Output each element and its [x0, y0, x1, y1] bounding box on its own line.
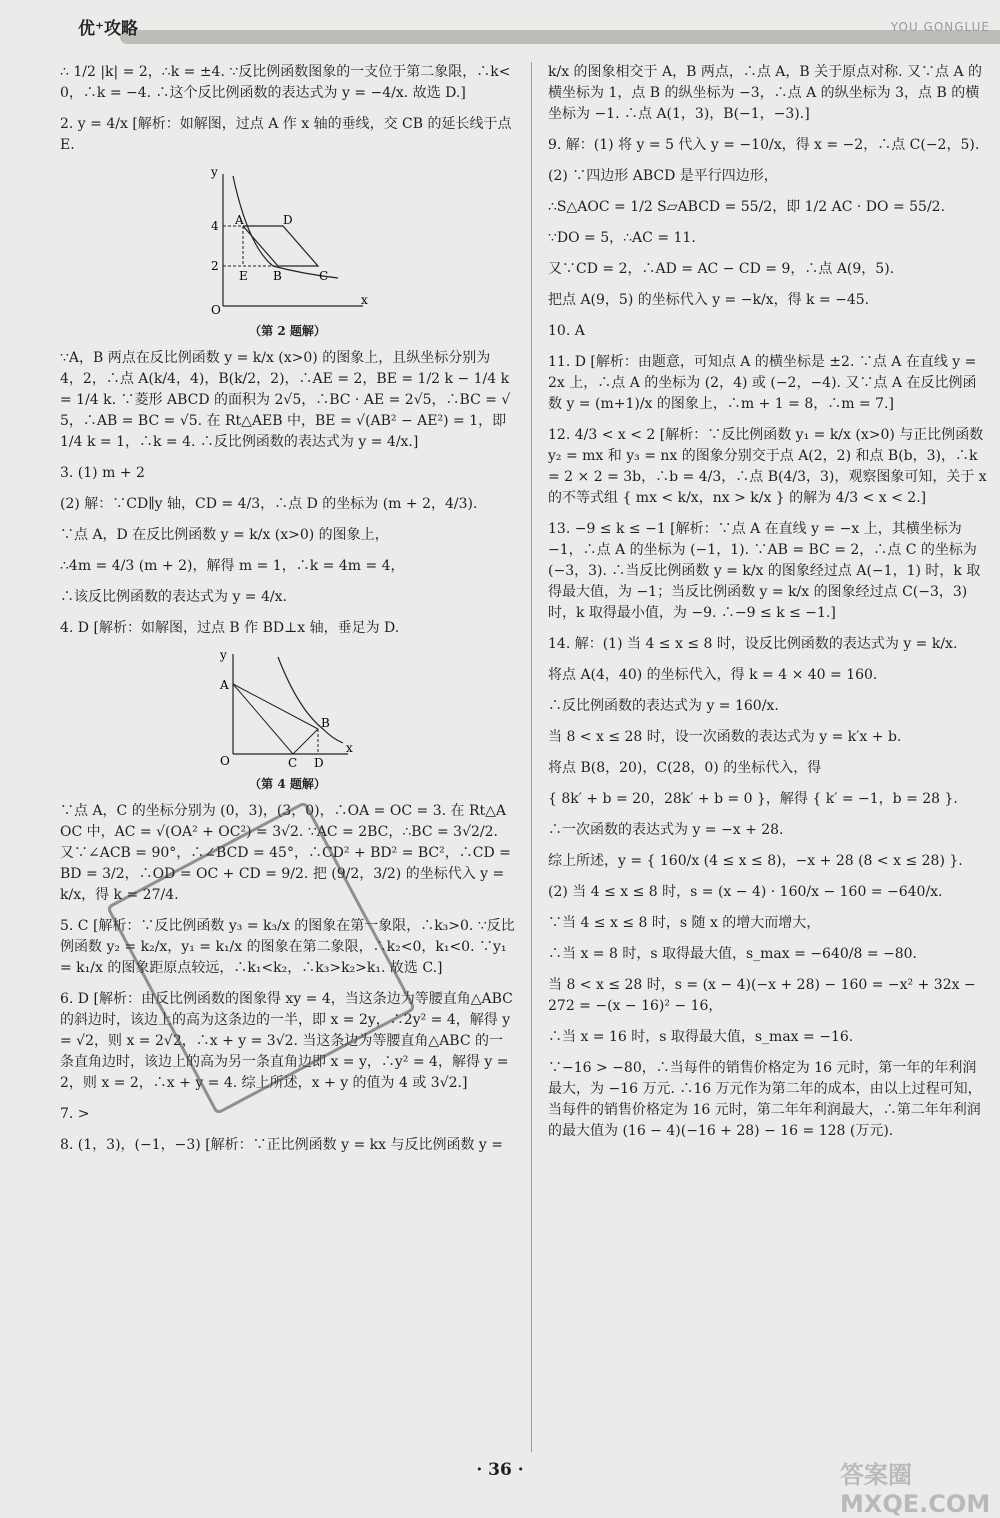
answer-paragraph: 又∵CD = 2，∴AD = AC − CD = 9，∴点 A(9，5).	[548, 261, 895, 277]
answer-paragraph: ∵A，B 两点在反比例函数 y = k/x (x>0) 的图象上，且纵坐标分别为 4，2，∴点 A(k/4，4)，B(k/2，2)，∴AE = 2，BE = 1/2 k − 1/4 k = 1/4 k. ∵菱形 ABCD 的面积为 2√5，∴BC · AE = 2√5，∴BC = √5，∴AB = BC = √5. 在 Rt△AEB 中，BE = √(AB² − AE²) = 1，即 1/4 k = 1，∴k = 4. ∴反比例函数的表达式为 y = 4/x.]	[60, 350, 511, 450]
answer-paragraph: ∵当 4 ≤ x ≤ 8 时，s 随 x 的增大而增大，	[548, 915, 821, 931]
answer-paragraph: 2. y = 4/x [解析：如解图，过点 A 作 x 轴的垂线，交 CB 的延长线于点 E.	[60, 116, 512, 153]
header-subtitle: YOU GONGLUE	[890, 20, 990, 34]
fig2-label: 2	[210, 259, 219, 273]
answer-paragraph: 7. >	[60, 1106, 90, 1122]
answer-paragraph: ∵−16 > −80，∴当每件的销售价格定为 16 元时，第一年的年利润最大，为 −16 万元. ∴16 万元作为第二年的成本，由以上过程可知，当每件的销售价格定为 16 元时，第二年年利润最大，∴第二年年利润的最大值为 (16 − 4)(−16 + 28) − 16 = 128 (万元).	[548, 1060, 982, 1139]
answer-paragraph: 4. D [解析：如解图，过点 B 作 BD⊥x 轴，垂足为 D.	[60, 620, 400, 636]
fig4-label: y	[219, 649, 227, 662]
answer-paragraph: (2) ∵四边形 ABCD 是平行四边形，	[548, 168, 778, 184]
answer-paragraph: ∵点 A，D 在反比例函数 y = k/x (x>0) 的图象上，	[60, 527, 389, 543]
answer-paragraph: ∴反比例函数的表达式为 y = 160/x.	[548, 698, 779, 714]
answer-paragraph: ∴S△AOC = 1/2 S▱ABCD = 55/2，即 1/2 AC · DO = 55/2.	[548, 199, 946, 215]
fig2-label: x	[360, 293, 368, 307]
answer-paragraph: 把点 A(9，5) 的坐标代入 y = −k/x，得 k = −45.	[548, 292, 870, 308]
answer-paragraph: ∵点 A，C 的坐标分别为 (0，3)，(3，0)，∴OA = OC = 3. 在 Rt△AOC 中，AC = √(OA² + OC²) = 3√2. ∵AC = 2BC，∴BC = 3√2/2. 又∵∠ACB = 90°，∴∠BCD = 45°，∴CD² + BD² = BC²，∴CD = BD = 3/2，∴OD = OC + CD = 9/2. 把 (9/2，3/2) 的坐标代入 y = k/x，得 k = 27/4.	[60, 803, 511, 903]
answer-paragraph: 12. 4/3 < x < 2 [解析：∵反比例函数 y₁ = k/x (x>0) 与正比例函数 y₂ = mx 和 y₃ = nx 的图象分别交于点 A(2，2) 和点 B(b，3)，∴k = 2 × 2 = 3b，∴b = 4/3，∴点 B(4/3，3)，观察图象可知，关于 x 的不等式组 { mx < k/x，nx > k/x } 的解为 4/3 < x < 2.]	[548, 427, 987, 506]
answer-paragraph: (2) 解：∵CD∥y 轴，CD = 4/3，∴点 D 的坐标为 (m + 2，4/3).	[60, 496, 478, 512]
right-column	[548, 62, 988, 1152]
answer-paragraph: 将点 A(4，40) 的坐标代入，得 k = 4 × 40 = 160.	[548, 667, 878, 683]
answer-paragraph: 6. D [解析：由反比例函数的图象得 xy = 4，当这条边为等腰直角△ABC 的斜边时，该边上的高为这条边的一半，即 x = 2y，∴2y² = 4，解得 y = √2，则 x = 2√2，∴x + y = 3√2. 当这条边为等腰直角△ABC 的一条直角边时，该边上的高为另一条直角边即 x = y，∴y² = 4，解得 y = 2，则 x = 2，∴x + y = 4. 综上所述，x + y 的值为 4 或 3√2.]	[60, 991, 513, 1091]
answer-paragraph: 11. D [解析：由题意，可知点 A 的横坐标是 ±2. ∵点 A 在直线 y = 2x 上，∴点 A 的坐标为 (2，4) 或 (−2，−4). 又∵点 A 在反比例函数 y = (m+1)/x 的图象上，∴m + 1 = 8，∴m = 7.]	[548, 354, 977, 412]
figure-caption: （第 2 题解）	[249, 324, 326, 338]
fig2-label: B	[272, 269, 282, 283]
figure-q4-diagram	[218, 649, 358, 769]
answer-paragraph: ∴ 1/2 |k| = 2，∴k = ±4. ∵反比例函数图象的一支位于第二象限，∴k<0，∴k = −4. ∴这个反比例函数的表达式为 y = −4/x. 故选 D.]	[60, 64, 511, 101]
fig2-label: O	[210, 303, 221, 316]
answer-paragraph: 10. A	[548, 323, 585, 339]
answer-paragraph: ∴当 x = 8 时，s 取得最大值，s_max = −640/8 = −80.	[548, 946, 918, 962]
answer-paragraph: 综上所述，y = { 160/x (4 ≤ x ≤ 8)，−x + 28 (8 < x ≤ 28) }.	[548, 853, 963, 869]
header-bar	[120, 30, 1000, 44]
fig2-label: E	[238, 269, 248, 283]
fig4-label: O	[219, 754, 230, 768]
answer-paragraph: 将点 B(8，20)，C(28，0) 的坐标代入，得	[548, 760, 822, 776]
column-divider	[531, 62, 532, 1452]
fig4-label: B	[320, 716, 330, 730]
fig4-label: x	[345, 741, 353, 755]
answer-paragraph: 当 8 < x ≤ 28 时，设一次函数的表达式为 y = k′x + b.	[548, 729, 902, 745]
answer-paragraph: k/x 的图象相交于 A，B 两点，∴点 A，B 关于原点对称. 又∵点 A 的横坐标为 1，点 B 的纵坐标为 −3，∴点 A 的纵坐标为 3，点 B 的横坐标为 −1. ∴点 A(1，3)，B(−1，−3).]	[548, 64, 983, 122]
page-number: · 36 ·	[476, 1460, 524, 1480]
answer-paragraph: 9. 解：(1) 将 y = 5 代入 y = −10/x，得 x = −2，∴点 C(−2，5).	[548, 137, 980, 153]
answer-paragraph: 8. (1，3)，(−1，−3) [解析：∵正比例函数 y = kx 与反比例函数 y =	[60, 1137, 504, 1153]
answer-paragraph: ∴该反比例函数的表达式为 y = 4/x.	[60, 589, 287, 605]
fig2-label: A	[234, 213, 244, 227]
fig2-label: C	[318, 269, 328, 283]
watermark-logo: 答案圈 MXQE.COM	[840, 1461, 991, 1518]
figure-q2-diagram	[203, 166, 373, 316]
brand-logo: 优⁺攻略	[78, 19, 138, 39]
fig2-label: y	[210, 166, 218, 179]
answer-paragraph: 3. (1) m + 2	[60, 465, 145, 481]
answer-paragraph: 5. C [解析：∵反比例函数 y₃ = k₃/x 的图象在第一象限，∴k₃>0. ∵反比例函数 y₂ = k₂/x，y₁ = k₁/x 的图象在第二象限，∴k₂<0，k₁<0. ∵y₁ = k₁/x 的图象距原点较远，∴k₁<k₂，∴k₃>k₂>k₁. 故选 C.]	[60, 918, 515, 976]
page-header	[0, 0, 1000, 50]
fig4-label: C	[287, 756, 297, 769]
figure-caption: （第 4 题解）	[249, 777, 326, 791]
answer-paragraph: 14. 解：(1) 当 4 ≤ x ≤ 8 时，设反比例函数的表达式为 y = k/x.	[548, 636, 958, 652]
answer-paragraph: { 8k′ + b = 20，28k′ + b = 0 }，解得 { k′ = −1，b = 28 }.	[548, 791, 958, 807]
answer-paragraph: 当 8 < x ≤ 28 时，s = (x − 4)(−x + 28) − 160 = −x² + 32x − 272 = −(x − 16)² − 16，	[548, 977, 976, 1014]
fig4-label: A	[219, 678, 229, 692]
answer-paragraph: 13. −9 ≤ k ≤ −1 [解析：∵点 A 在直线 y = −x 上，其横坐标为 −1，∴点 A 的坐标为 (−1，1). ∵AB = BC = 2，∴点 C 的坐标为 (−3，3). ∴当反比例函数 y = k/x 的图象经过点 A(−1，1) 时，k 取得最大值，为 −1；当反比例函数 y = k/x 的图象经过点 C(−3，3) 时，k 取得最小值，为 −9. ∴−9 ≤ k ≤ −1.]	[548, 521, 981, 621]
answer-paragraph: ∴一次函数的表达式为 y = −x + 28.	[548, 822, 784, 838]
fig2-label: D	[282, 213, 293, 227]
answer-paragraph: ∴4m = 4/3 (m + 2)，解得 m = 1，∴k = 4m = 4，	[60, 558, 405, 574]
answer-paragraph: ∴当 x = 16 时，s 取得最大值，s_max = −16.	[548, 1029, 854, 1045]
answer-paragraph: (2) 当 4 ≤ x ≤ 8 时，s = (x − 4) · 160/x − 160 = −640/x.	[548, 884, 943, 900]
answer-paragraph: ∵DO = 5，∴AC = 11.	[548, 230, 696, 246]
fig4-label: D	[313, 756, 324, 769]
fig2-label: 4	[210, 219, 219, 233]
